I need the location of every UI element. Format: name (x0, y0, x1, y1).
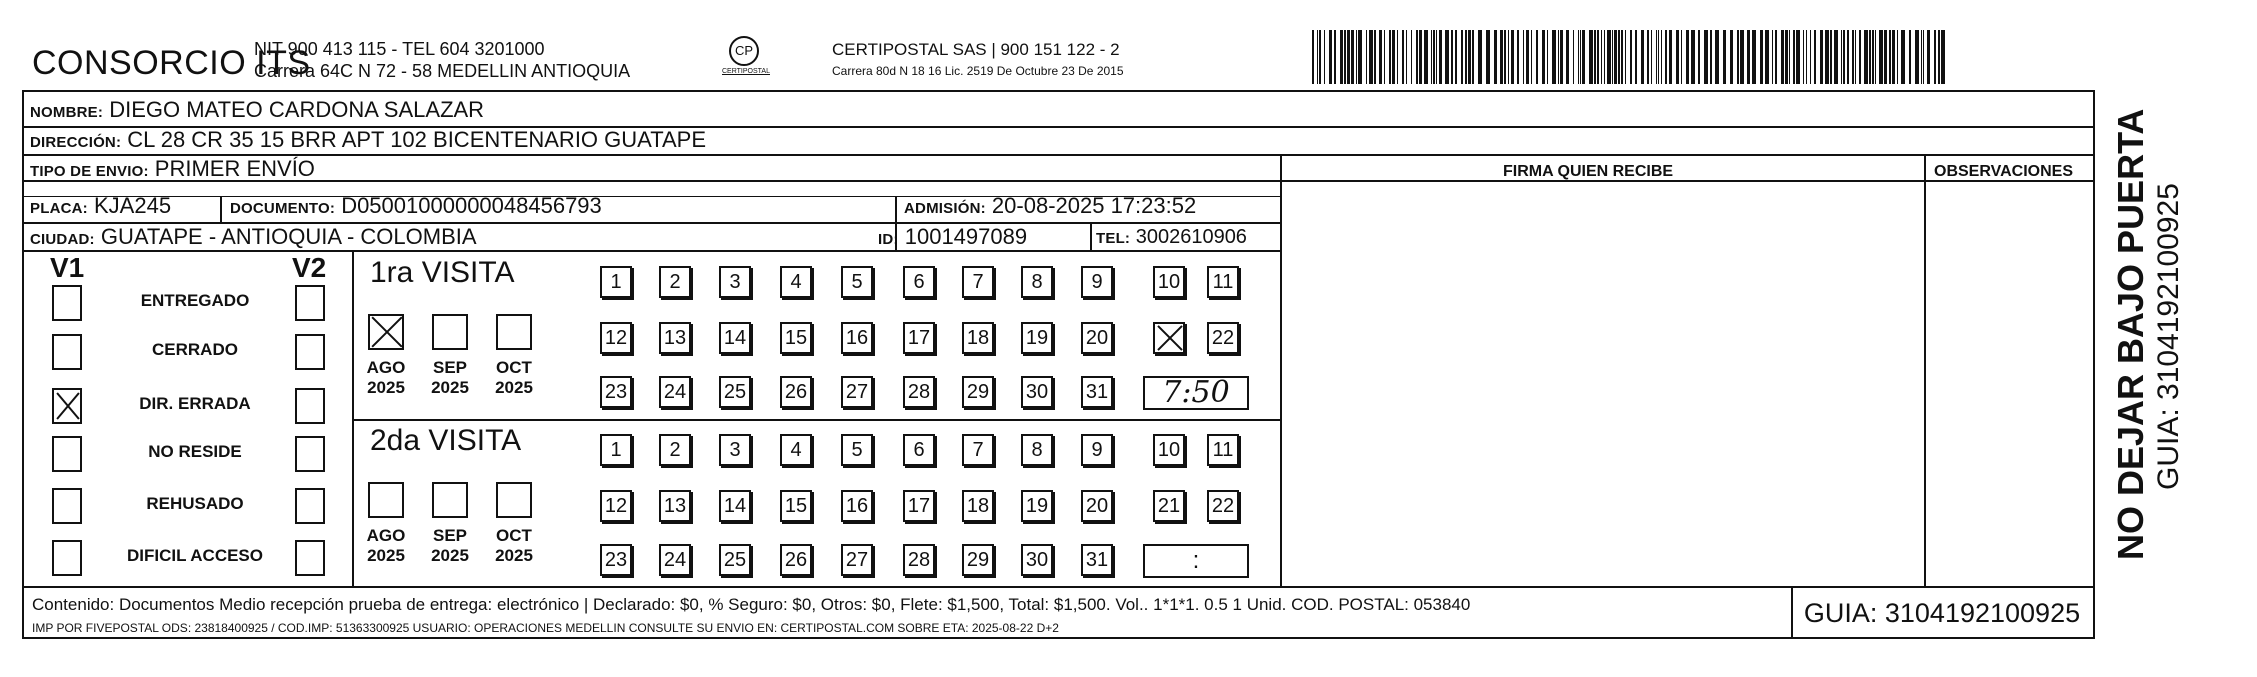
observaciones-header: OBSERVACIONES (1934, 163, 2073, 180)
day-box[interactable]: 31 (1081, 544, 1113, 576)
month-name: AGO (366, 526, 406, 545)
visit-time[interactable]: 7:50 (1143, 376, 1249, 410)
day-box[interactable]: 21 (1153, 490, 1185, 522)
id-row (878, 224, 1027, 250)
day-box[interactable]: 5 (841, 266, 873, 298)
day-box[interactable]: 10 (1153, 434, 1185, 466)
tel-value: 3002610906 (1135, 226, 1247, 248)
day-box[interactable]: 25 (719, 544, 751, 576)
v1-checkbox[interactable] (52, 436, 82, 472)
tipo-envio-label: TIPO DE ENVIO: (30, 163, 149, 180)
day-box[interactable]: 18 (962, 322, 994, 354)
day-box[interactable]: 19 (1021, 322, 1053, 354)
day-box[interactable]: 15 (780, 322, 812, 354)
month-checkbox[interactable] (432, 314, 468, 350)
day-box[interactable]: 17 (903, 490, 935, 522)
v2-checkbox[interactable] (295, 334, 325, 370)
day-box[interactable]: 7 (962, 434, 994, 466)
company-name: CONSORCIO ITS (32, 44, 311, 82)
company-contact (254, 38, 630, 82)
day-box[interactable]: 14 (719, 490, 751, 522)
day-box[interactable]: 28 (903, 376, 935, 408)
month-checkbox[interactable] (496, 482, 532, 518)
nombre-value: DIEGO MATEO CARDONA SALAZAR (109, 97, 485, 122)
day-box[interactable]: 11 (1207, 434, 1239, 466)
v2-checkbox[interactable] (295, 388, 325, 424)
side-guia: GUIA: 3104192100925 (2152, 183, 2185, 490)
day-box[interactable]: 25 (719, 376, 751, 408)
guia-number: GUIA: 3104192100925 (1803, 598, 2081, 628)
barcode (1312, 30, 1948, 84)
day-box[interactable]: 31 (1081, 376, 1113, 408)
address-line: Carrera 64C N 72 - 58 MEDELLIN ANTIOQUIA (254, 61, 631, 81)
month-checkbox[interactable] (496, 314, 532, 350)
day-box[interactable]: 24 (659, 376, 691, 408)
visit-title: 2da VISITA (370, 424, 522, 457)
day-box[interactable]: 23 (600, 544, 632, 576)
documento-row (230, 193, 602, 219)
certipostal-logo (722, 36, 770, 80)
month-year: 2025 (431, 378, 469, 397)
status-label: DIR. ERRADA (139, 394, 251, 413)
month-year: 2025 (495, 378, 533, 397)
shipping-label-frame (22, 90, 2095, 639)
day-box[interactable]: 29 (962, 544, 994, 576)
day-box[interactable]: 20 (1081, 490, 1113, 522)
day-box[interactable]: 14 (719, 322, 751, 354)
day-box[interactable]: 4 (780, 266, 812, 298)
certipostal-address: Carrera 80d N 18 16 Lic. 2519 De Octubre 23 De 2015 (832, 64, 1124, 78)
day-box[interactable]: 13 (659, 490, 691, 522)
logo-icon: CP (729, 36, 759, 66)
day-box[interactable]: 8 (1021, 434, 1053, 466)
month-year: 2025 (367, 378, 405, 397)
month-checkbox[interactable] (368, 314, 404, 350)
status-label: CERRADO (152, 340, 238, 359)
day-box[interactable]: 18 (962, 490, 994, 522)
month-name: AGO (366, 358, 406, 377)
day-box[interactable]: 23 (600, 376, 632, 408)
v1-checkbox[interactable] (52, 540, 82, 576)
status-label: DIFICIL ACCESO (126, 546, 263, 565)
day-box[interactable]: 12 (600, 322, 632, 354)
admision-value: 20-08-2025 17:23:52 (991, 193, 1197, 218)
month-name: SEP (432, 358, 468, 377)
firma-header: FIRMA QUIEN RECIBE (1503, 163, 1674, 180)
day-box[interactable]: 3 (719, 434, 751, 466)
day-box[interactable] (1153, 322, 1185, 354)
day-box[interactable]: 16 (841, 490, 873, 522)
tel-row (1096, 226, 1247, 249)
month-checkbox[interactable] (432, 482, 468, 518)
day-box[interactable]: 15 (780, 490, 812, 522)
v1-header: V1 (50, 252, 85, 283)
logo-text: CERTIPOSTAL (722, 68, 770, 75)
day-box[interactable]: 26 (780, 376, 812, 408)
v2-checkbox[interactable] (295, 488, 325, 524)
month-label (489, 526, 539, 566)
day-box[interactable]: 6 (903, 434, 935, 466)
placa-row (30, 193, 171, 219)
id-value: 1001497089 (904, 224, 1028, 249)
tipo-envio-value: PRIMER ENVÍO (154, 156, 315, 181)
id-label: ID: (878, 231, 899, 248)
month-name: OCT (496, 526, 532, 545)
v2-header: V2 (292, 252, 327, 283)
day-box[interactable]: 5 (841, 434, 873, 466)
day-box[interactable]: 26 (780, 544, 812, 576)
day-box[interactable]: 30 (1021, 376, 1053, 408)
status-label: NO RESIDE (148, 442, 242, 461)
month-name: SEP (432, 526, 468, 545)
month-checkbox[interactable] (368, 482, 404, 518)
nombre-label: NOMBRE: (30, 104, 104, 121)
placa-value: KJA245 (94, 193, 172, 218)
day-box[interactable]: 1 (600, 434, 632, 466)
day-box[interactable]: 24 (659, 544, 691, 576)
tel-label: TEL: (1096, 230, 1131, 247)
admision-label: ADMISIÓN: (904, 200, 986, 217)
month-year: 2025 (431, 546, 469, 565)
day-box[interactable]: 19 (1021, 490, 1053, 522)
ciudad-row (30, 224, 477, 250)
day-box[interactable]: 8 (1021, 266, 1053, 298)
day-box[interactable]: 20 (1081, 322, 1113, 354)
month-label (425, 358, 475, 398)
day-box[interactable]: 7 (962, 266, 994, 298)
day-box[interactable]: 9 (1081, 266, 1113, 298)
documento-label: DOCUMENTO: (230, 200, 336, 217)
visit-time[interactable]: : (1143, 544, 1249, 578)
month-year: 2025 (367, 546, 405, 565)
v1-checkbox[interactable] (52, 488, 82, 524)
status-label: REHUSADO (146, 494, 244, 513)
placa-label: PLACA: (30, 200, 88, 217)
v2-checkbox[interactable] (295, 540, 325, 576)
contenido-line: Contenido: Documentos Medio recepción prueba de entrega: electrónico | Declarado: $0, % Seguro: $0, Otros: $0, Flete: $1,500, Total: $1,500. Vol.. 1*1*1. 0.5 1 Unid. COD. POSTAL: 053840 (32, 595, 1471, 614)
month-label (425, 526, 475, 566)
v1-checkbox[interactable] (52, 285, 82, 321)
day-box[interactable]: 1 (600, 266, 632, 298)
day-box[interactable]: 13 (659, 322, 691, 354)
month-label (361, 358, 411, 398)
status-label: ENTREGADO (140, 291, 250, 310)
day-box[interactable]: 17 (903, 322, 935, 354)
ciudad-label: CIUDAD: (30, 231, 95, 248)
day-box[interactable]: 3 (719, 266, 751, 298)
v2-checkbox[interactable] (295, 285, 325, 321)
day-box[interactable]: 6 (903, 266, 935, 298)
day-box[interactable]: 22 (1207, 322, 1239, 354)
documento-value: D05001000000048456793 (341, 193, 602, 218)
month-year: 2025 (495, 546, 533, 565)
direccion-row (30, 127, 706, 153)
nit-line: NIT 900 413 115 - TEL 604 3201000 (254, 39, 545, 59)
day-box[interactable]: 30 (1021, 544, 1053, 576)
direccion-label: DIRECCIÓN: (30, 134, 122, 151)
impresion-line: IMP POR FIVEPOSTAL ODS: 23818400925 / COD.IMP: 51363300925 USUARIO: OPERACIONES MEDELLIN CONSULTE SU ENVIO EN: CERTIPOSTAL.COM SOBRE ETA: 2025-08-22 D+2 (32, 621, 1059, 635)
v1-checkbox[interactable] (52, 334, 82, 370)
day-box[interactable]: 29 (962, 376, 994, 408)
certipostal-line: CERTIPOSTAL SAS | 900 151 122 - 2 (832, 40, 1120, 59)
day-box[interactable]: 4 (780, 434, 812, 466)
nombre-row (30, 97, 484, 123)
tipo-envio-row (30, 156, 315, 182)
ciudad-value: GUATAPE - ANTIOQUIA - COLOMBIA (100, 224, 477, 249)
month-name: OCT (496, 358, 532, 377)
day-box[interactable]: 28 (903, 544, 935, 576)
day-box[interactable]: 12 (600, 490, 632, 522)
day-box[interactable]: 2 (659, 266, 691, 298)
day-box[interactable]: 11 (1207, 266, 1239, 298)
day-box[interactable]: 2 (659, 434, 691, 466)
day-box[interactable]: 22 (1207, 490, 1239, 522)
day-box[interactable]: 9 (1081, 434, 1113, 466)
month-label (489, 358, 539, 398)
direccion-value: CL 28 CR 35 15 BRR APT 102 BICENTENARIO GUATAPE (127, 127, 707, 152)
day-box[interactable]: 16 (841, 322, 873, 354)
day-box[interactable]: 10 (1153, 266, 1185, 298)
v1-checkbox[interactable] (52, 388, 82, 424)
month-label (361, 526, 411, 566)
no-dejar-notice: NO DEJAR BAJO PUERTA (2110, 108, 2151, 560)
v2-checkbox[interactable] (295, 436, 325, 472)
admision-row (904, 193, 1196, 219)
visit-title: 1ra VISITA (370, 256, 515, 289)
day-box[interactable]: 27 (841, 376, 873, 408)
day-box[interactable]: 27 (841, 544, 873, 576)
